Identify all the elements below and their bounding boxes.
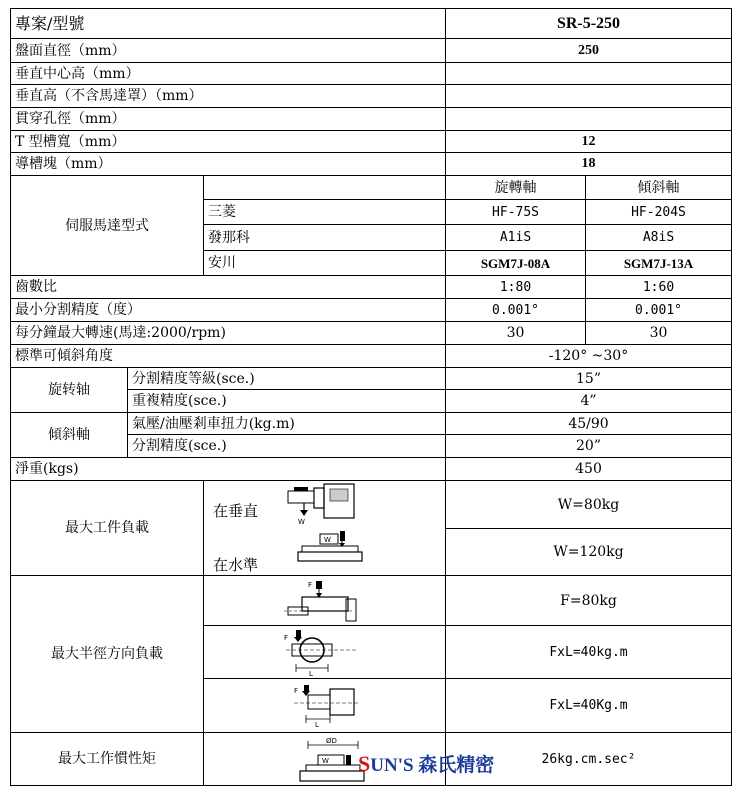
max-load-vertical-value: W=80kg [446, 481, 732, 529]
thru-hole-value [446, 108, 732, 131]
diameter-value: 250 [446, 39, 732, 63]
f-letter: F [294, 687, 299, 695]
servo-col-tilt: 傾斜軸 [586, 176, 732, 200]
net-weight-label: 淨重(kgs) [10, 458, 446, 481]
horizontal-label: 在水準 [213, 556, 259, 574]
max-load-label: 最大工件負載 [10, 481, 204, 576]
height-value [446, 85, 732, 108]
t-slot-label: T 型槽寬（mm） [10, 131, 446, 153]
servo-tilt-model: HF-204S [586, 200, 732, 225]
logo-text: UN'S 森氏精密 [370, 755, 495, 776]
tilt-axis-label: 傾斜軸 [10, 413, 128, 458]
tilt-division-label: 分割精度(sce.) [128, 435, 446, 458]
horizontal-load-diagram-icon [296, 530, 364, 562]
servo-rotary-model: SGM7J-08A [446, 251, 586, 276]
max-load-horizontal-value: W=120kg [446, 529, 732, 576]
spec-table [10, 8, 732, 786]
gear-ratio-label: 齒數比 [10, 276, 446, 299]
servo-brand: 發那科 [204, 225, 446, 251]
repeat-accuracy-label: 重複精度(sce.) [128, 390, 446, 413]
division-grade-label: 分割精度等級(sce.) [128, 368, 446, 390]
repeat-accuracy-value: 4” [446, 390, 732, 413]
gear-ratio-rotary: 1:80 [446, 276, 586, 299]
height-label: 垂直高（不含馬達罩）（mm） [10, 85, 446, 108]
thru-hole-label: 貫穿孔徑（mm） [10, 108, 446, 131]
logo-s: S [358, 751, 371, 776]
model-name: SR-5-250 [446, 8, 732, 39]
f-letter: F [308, 581, 313, 589]
radial-fxl-diagram-icon [292, 683, 358, 729]
w-letter: W [324, 536, 331, 544]
max-speed-rotary: 30 [446, 322, 586, 345]
servo-tilt-model: SGM7J-13A [586, 251, 732, 276]
servo-brand: 安川 [204, 251, 446, 276]
center-height-value [446, 63, 732, 85]
radial-f-diagram-icon [284, 579, 358, 623]
servo-col-rotary: 旋轉軸 [446, 176, 586, 200]
tilt-angle-value: -120° ~30° [446, 345, 732, 368]
inertia-value: 26kg.cm.sec² [446, 733, 732, 786]
gear-ratio-tilt: 1:60 [586, 276, 732, 299]
servo-corner [204, 176, 446, 200]
header-label: 專案/型號 [10, 8, 446, 39]
servo-rotary-model: HF-75S [446, 200, 586, 225]
brake-torque-label: 氣壓/油壓剎車扭力(kg.m) [128, 413, 446, 435]
l-letter: L [309, 670, 313, 678]
company-logo [358, 750, 494, 777]
w-letter: W [322, 757, 329, 765]
servo-tilt-model: A8iS [586, 225, 732, 251]
rotary-axis-label: 旋转轴 [10, 368, 128, 413]
min-division-rotary: 0.001° [446, 299, 586, 322]
brake-torque-value: 45/90 [446, 413, 732, 435]
min-division-label: 最小分割精度（度） [10, 299, 446, 322]
guide-block-value: 18 [446, 153, 732, 176]
radial-load-label: 最大半徑方向負載 [10, 576, 204, 733]
tilt-division-value: 20” [446, 435, 732, 458]
radial-fxl-diagram-icon [282, 628, 360, 678]
tilt-angle-label: 標準可傾斜角度 [10, 345, 446, 368]
max-speed-label: 每分鐘最大轉速(馬達:2000/rpm) [10, 322, 446, 345]
radial-f-value: F=80kg [446, 576, 732, 626]
division-grade-value: 15” [446, 368, 732, 390]
t-slot-value: 12 [446, 131, 732, 153]
vertical-label: 在垂直 [213, 502, 259, 520]
max-speed-tilt: 30 [586, 322, 732, 345]
f-letter: F [284, 634, 289, 642]
radial-fxl-value: FxL=40kg.m [446, 626, 732, 679]
servo-brand: 三菱 [204, 200, 446, 225]
net-weight-value: 450 [446, 458, 732, 481]
l-letter: L [315, 721, 319, 729]
servo-label: 伺服馬達型式 [10, 176, 204, 276]
w-letter: W [298, 518, 305, 525]
inertia-label: 最大工作慣性矩 [10, 733, 204, 786]
inertia-diagram-icon [296, 735, 366, 783]
min-division-tilt: 0.001° [586, 299, 732, 322]
diameter-label: 盤面直徑（mm） [10, 39, 446, 63]
radial-fxl-value: FxL=40Kg.m [446, 679, 732, 733]
guide-block-label: 導槽塊（mm） [10, 153, 446, 176]
d-letter: ØD [326, 737, 337, 745]
vertical-load-diagram-icon [284, 483, 364, 525]
servo-rotary-model: A1iS [446, 225, 586, 251]
center-height-label: 垂直中心高（mm） [10, 63, 446, 85]
